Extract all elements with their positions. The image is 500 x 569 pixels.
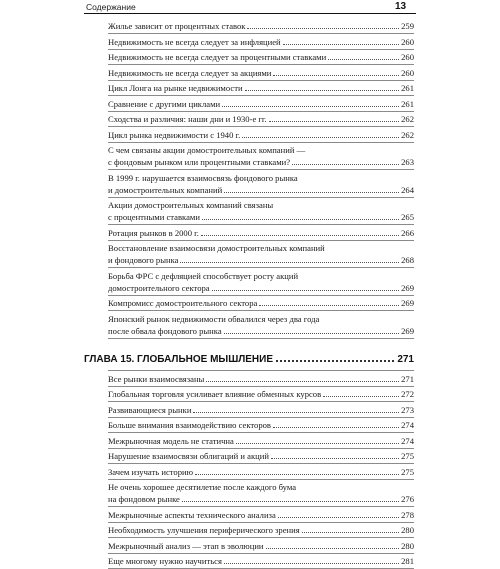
- toc-entry-title: Еще многому нужно научиться: [108, 556, 222, 566]
- toc-entry[interactable]: [108, 254, 414, 266]
- toc-entry-page: 265: [401, 212, 414, 222]
- toc-entry[interactable]: [108, 82, 414, 94]
- dot-leader: [245, 90, 400, 91]
- toc-entry-title: Цикл Лонга на рынке недвижимости: [108, 83, 243, 93]
- toc-entry-page: 271: [401, 373, 414, 384]
- header-rule: [84, 13, 416, 14]
- toc-entry-page: 262: [401, 129, 414, 140]
- section-title: Содержание: [86, 2, 136, 12]
- dot-leader: [276, 360, 394, 362]
- dot-leader: [302, 532, 399, 533]
- toc-entry-title: Недвижимость не всегда следует за процентными ставками: [108, 52, 327, 62]
- dot-leader: [271, 458, 399, 459]
- toc-entry-title: домостроительного сектора: [108, 282, 210, 293]
- entry-separator: [108, 370, 414, 371]
- toc-entry[interactable]: [108, 540, 414, 552]
- toc-entry[interactable]: [108, 466, 414, 478]
- entry-separator: [108, 537, 414, 538]
- toc-entry[interactable]: [108, 388, 414, 400]
- toc-entry-title: Межрыночный анализ — этап в эволюции: [108, 540, 264, 551]
- toc-entry-page: 266: [401, 227, 414, 238]
- toc-entry-title: Жилье зависит от процентных ставок: [108, 21, 246, 31]
- toc-entry[interactable]: [108, 36, 414, 48]
- toc-entry[interactable]: [108, 20, 414, 32]
- toc-entry-title: после обвала фондового рынка: [108, 325, 222, 336]
- toc-entry-title: с фондовым рынком или процентными ставками?: [108, 157, 291, 167]
- toc-entry-page: 274: [401, 435, 414, 446]
- toc-entry-line: В 1999 г. нарушается взаимосвязь фондового рынка: [108, 172, 298, 183]
- toc-entry-page: 261: [401, 83, 414, 93]
- dot-leader: [206, 381, 399, 382]
- toc-entry[interactable]: [108, 227, 414, 239]
- toc-entry[interactable]: [108, 450, 414, 462]
- entry-separator: [108, 463, 414, 464]
- toc-entry-title: Сравнение с другими циклами: [108, 98, 221, 109]
- toc-entry-title: Все рынки взаимосвязаны: [108, 373, 205, 384]
- dot-leader: [201, 235, 399, 236]
- entry-separator: [108, 33, 414, 34]
- toc-entry-page: 260: [401, 52, 414, 62]
- toc-entry-page: 273: [401, 404, 414, 415]
- toc-entry-page: 268: [401, 255, 414, 265]
- toc-entry-page: 269: [401, 282, 414, 293]
- entry-separator: [108, 64, 414, 65]
- toc-entry-line: Борьба ФРС с дефляцией способствует росту акций: [108, 270, 299, 281]
- entry-separator: [108, 142, 414, 143]
- entry-separator: [108, 553, 414, 554]
- entry-separator: [108, 401, 414, 402]
- entry-separator: [108, 310, 414, 311]
- dot-leader: [283, 44, 399, 45]
- chapter-page: 271: [397, 354, 414, 365]
- toc-entry-page: 260: [401, 36, 414, 47]
- entry-separator: [108, 240, 414, 241]
- dot-leader: [323, 396, 399, 397]
- toc-entry-page: 269: [401, 298, 414, 308]
- entry-separator: [108, 506, 414, 507]
- dot-leader: [182, 501, 399, 502]
- dot-leader: [212, 290, 400, 291]
- toc-entry-title: Больше внимания взаимодействию секторов: [108, 420, 271, 430]
- toc-entry[interactable]: [108, 184, 414, 196]
- dot-leader: [202, 219, 399, 220]
- toc-entry[interactable]: [108, 373, 414, 385]
- dot-leader: [292, 164, 399, 165]
- toc-entry-page: 275: [401, 451, 414, 461]
- dot-leader: [278, 517, 399, 518]
- dot-leader: [266, 548, 400, 549]
- page-number: 13: [395, 1, 407, 12]
- toc-entry[interactable]: [108, 67, 414, 79]
- dot-leader: [224, 333, 399, 334]
- toc-entry[interactable]: [108, 98, 414, 110]
- toc-entry[interactable]: [108, 282, 414, 294]
- toc-entry[interactable]: [108, 524, 414, 536]
- toc-entry-line: Акции домостроительных компаний связаны: [108, 200, 274, 210]
- entry-separator: [108, 338, 414, 339]
- entry-separator: [108, 267, 414, 268]
- toc-entry-page: 281: [401, 556, 414, 566]
- dot-leader: [236, 443, 399, 444]
- entry-separator: [108, 448, 414, 449]
- dot-leader: [328, 59, 399, 60]
- toc-entry[interactable]: [108, 419, 414, 431]
- entry-separator: [108, 197, 414, 198]
- toc-entry-line: Восстановление взаимосвязи домостроительных компаний: [108, 243, 325, 253]
- toc-entry-title: на фондовом рынке: [108, 494, 180, 504]
- entry-separator: [108, 95, 414, 96]
- toc-entry-title: Сходства и различия: наши дни и 1930-е гг.: [108, 114, 267, 124]
- toc-entry-title: Ротация рынков в 2000 г.: [108, 227, 199, 238]
- toc-entry-line: Не очень хорошее десятилетие после каждого бума: [108, 482, 297, 492]
- toc-entry-page: 263: [401, 157, 414, 167]
- toc-entry-title: Необходимость улучшения периферического зрения: [108, 525, 300, 535]
- dot-leader: [224, 563, 399, 564]
- dot-leader: [259, 305, 399, 306]
- toc-entry-title: и домостроительных компаний: [108, 184, 223, 195]
- entry-separator: [108, 295, 414, 296]
- dot-leader: [242, 137, 399, 138]
- toc-entry-title: Глобальная торговля усиливает влияние обменных курсов: [108, 389, 322, 399]
- toc-entry[interactable]: [108, 325, 414, 337]
- entry-separator: [108, 111, 414, 112]
- toc-entry-page: 259: [401, 21, 414, 31]
- toc-entry[interactable]: [108, 297, 414, 309]
- dot-leader: [180, 262, 399, 263]
- toc-entry-page: 260: [401, 67, 414, 78]
- entry-separator: [108, 386, 414, 387]
- toc-entry[interactable]: [108, 509, 414, 521]
- toc-entry-title: Межрыночная модель не статична: [108, 435, 234, 446]
- entry-separator: [108, 479, 414, 480]
- toc-entry-title: Недвижимость не всегда следует за инфляцией: [108, 36, 281, 47]
- chapter-title: ГЛАВА 15. ГЛОБАЛЬНОЕ МЫШЛЕНИЕ: [84, 354, 274, 365]
- toc-entry-title: Недвижимость не всегда следует за акциями: [108, 67, 272, 78]
- dot-leader: [273, 75, 399, 76]
- toc-entry-page: 262: [401, 114, 414, 124]
- chapter-heading[interactable]: [84, 353, 414, 367]
- dot-leader: [273, 427, 399, 428]
- toc-entry[interactable]: [108, 113, 414, 125]
- toc-entry[interactable]: [108, 129, 414, 141]
- dot-leader: [195, 474, 399, 475]
- toc-entry[interactable]: [108, 211, 414, 223]
- toc-entry[interactable]: [108, 156, 414, 168]
- entry-separator: [108, 432, 414, 433]
- toc-entry-page: 264: [401, 184, 414, 195]
- toc-entry-page: 269: [401, 325, 414, 336]
- dot-leader: [224, 192, 399, 193]
- dot-leader: [193, 412, 399, 413]
- toc-entry-title: Зачем изучать историю: [108, 466, 194, 477]
- dot-leader: [222, 106, 399, 107]
- toc-entry[interactable]: [108, 51, 414, 63]
- entry-separator: [108, 126, 414, 127]
- toc-entry-page: 272: [401, 389, 414, 399]
- toc-entry[interactable]: [108, 493, 414, 505]
- toc-entry-title: и фондового рынка: [108, 255, 179, 265]
- toc-entry-page: 261: [401, 98, 414, 109]
- toc-entry-line: Японский рынок недвижимости обвалился через два года: [108, 313, 320, 324]
- entry-separator: [108, 80, 414, 81]
- toc-entry[interactable]: [108, 404, 414, 416]
- toc-entry-page: 275: [401, 466, 414, 477]
- toc-entry-page: 274: [401, 420, 414, 430]
- entry-separator: [108, 49, 414, 50]
- toc-entry-title: с процентными ставками: [108, 212, 200, 222]
- toc-entry-line: С чем связаны акции домостроительных компаний —: [108, 145, 306, 155]
- entry-separator: [108, 224, 414, 225]
- toc-entry-page: 276: [401, 494, 414, 504]
- toc-entry-page: 280: [401, 540, 414, 551]
- toc-entry-page: 278: [401, 509, 414, 520]
- entry-separator: [108, 417, 414, 418]
- toc-entry-title: Компромисс домостроительного сектора: [108, 298, 258, 308]
- toc-entry-page: 280: [401, 525, 414, 535]
- dot-leader: [247, 28, 399, 29]
- running-header: [0, 0, 500, 22]
- entry-separator: [108, 522, 414, 523]
- toc-entry-title: Межрыночные аспекты технического анализа: [108, 509, 276, 520]
- toc-entry[interactable]: [108, 555, 414, 567]
- toc-entry-title: Развивающиеся рынки: [108, 404, 192, 415]
- dot-leader: [269, 121, 399, 122]
- entry-separator: [108, 169, 414, 170]
- toc-entry[interactable]: [108, 435, 414, 447]
- toc-entry-title: Нарушение взаимосвязи облигаций и акций: [108, 451, 269, 461]
- toc-entry-title: Цикл рынка недвижимости с 1940 г.: [108, 129, 241, 140]
